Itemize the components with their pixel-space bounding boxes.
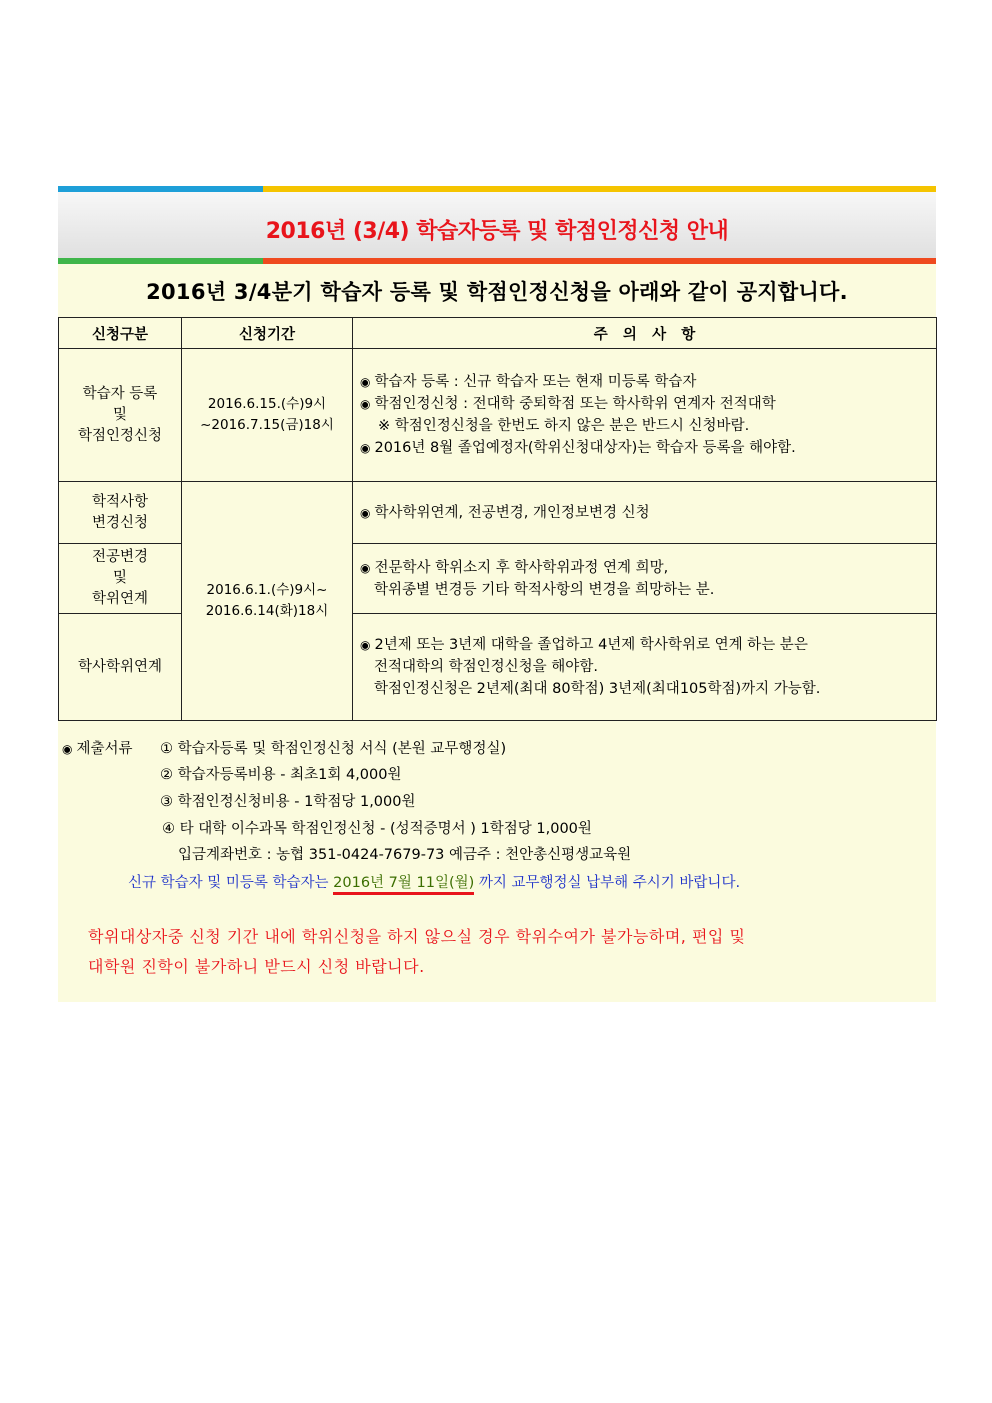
document-item: ③ 학점인정신청비용 - 1학점당 1,000원 — [160, 794, 416, 810]
table-row — [59, 349, 937, 482]
bullet-icon: ◉ — [360, 505, 371, 520]
notice-document — [58, 186, 936, 1002]
column-header: 신청구분 — [59, 318, 182, 349]
period-cell: 2016.6.1.(수)9시~ 2016.6.14(화)18시 — [182, 482, 353, 721]
title-band — [58, 192, 936, 258]
warning-line: 대학원 진학이 불가하니 받드시 신청 바랍니다. — [88, 957, 425, 976]
document-item: ④ 타 대학 이수과목 학점인정신청 - (성적증명서 ) 1학점당 1,000원 — [162, 821, 592, 837]
schedule-table — [58, 317, 937, 721]
page-title: 2016년 (3/4) 학습자등록 및 학점인정신청 안내 — [265, 219, 729, 244]
note-line: 학위종별 변경등 기타 학적사항의 변경을 희망하는 분. — [374, 581, 715, 598]
document-item: ① 학습자등록 및 학점인정신청 서식 (본원 교무행정실) — [160, 741, 507, 757]
note-line: ◉ 2016년 8월 졸업예정자(학위신청대상자)는 학습자 등록을 해야함. — [360, 440, 796, 456]
table-row — [59, 482, 937, 544]
column-header: 주 의 사 항 — [353, 318, 937, 349]
documents-label: ◉ 제출서류 — [62, 741, 133, 757]
document-item: ② 학습자등록비용 - 최초1회 4,000원 — [160, 767, 402, 783]
category-cell: 학적사항 변경신청 — [59, 482, 182, 544]
deadline-notice: 신규 학습자 및 미등록 학습자는 2016년 7월 11일(월) 까지 교무행정실 납부해 주시기 바랍니다. — [128, 871, 740, 892]
notes-cell — [353, 349, 937, 482]
category-cell: 학습자 등록 및 학점인정신청 — [59, 349, 182, 482]
category-cell: 학사학위연계 — [59, 614, 182, 721]
period-cell: 2016.6.15.(수)9시 ~2016.7.15(금)18시 — [182, 349, 353, 482]
table-header-row — [59, 318, 937, 349]
notes-cell — [353, 614, 937, 721]
warning-line: 학위대상자중 신청 기간 내에 학위신청을 하지 않으실 경우 학위수여가 불가능하며, 편입 및 — [88, 927, 746, 946]
bullet-icon: ◉ — [360, 638, 371, 652]
note-line: 학점인정신청은 2년제(최대 80학점) 3년제(최대105학점)까지 가능함. — [374, 681, 821, 697]
note-line: ◉ 2년제 또는 3년제 대학을 졸업하고 4년제 학사학위로 연계 하는 분은 — [360, 637, 808, 653]
deadline-date: 2016년 7월 11일(월) — [333, 875, 474, 895]
bullet-icon: ◉ — [360, 560, 371, 575]
column-header: 신청기간 — [182, 318, 353, 349]
note-line: ◉ 전문학사 학위소지 후 학사학위과정 연계 희망, — [360, 559, 669, 576]
bullet-icon: ◉ — [62, 742, 73, 756]
notes-cell — [353, 544, 937, 614]
page-subtitle: 2016년 3/4분기 학습자 등록 및 학점인정신청을 아래와 같이 공지합니다. — [146, 280, 848, 304]
note-line: ※ 학점인정신청을 한번도 하지 않은 분은 반드시 신청바람. — [378, 418, 750, 434]
bullet-icon: ◉ — [360, 375, 371, 389]
bullet-icon: ◉ — [360, 441, 371, 455]
bullet-icon: ◉ — [360, 397, 371, 411]
notes-cell — [353, 482, 937, 544]
note-line: ◉ 학습자 등록 : 신규 학습자 또는 현재 미등록 학습자 — [360, 374, 697, 390]
bottom-color-bar — [58, 258, 936, 264]
category-cell: 전공변경 및 학위연계 — [59, 544, 182, 614]
note-line: 전적대학의 학점인정신청을 해야함. — [374, 659, 598, 675]
note-line: ◉ 학점인정신청 : 전대학 중퇴학점 또는 학사학위 연계자 전적대학 — [360, 396, 776, 412]
account-info: 입금계좌번호 : 농협 351-0424-7679-73 예금주 : 천안총신평생교육원 — [178, 847, 632, 863]
note-line: ◉ 학사학위연계, 전공변경, 개인정보변경 신청 — [360, 504, 650, 521]
